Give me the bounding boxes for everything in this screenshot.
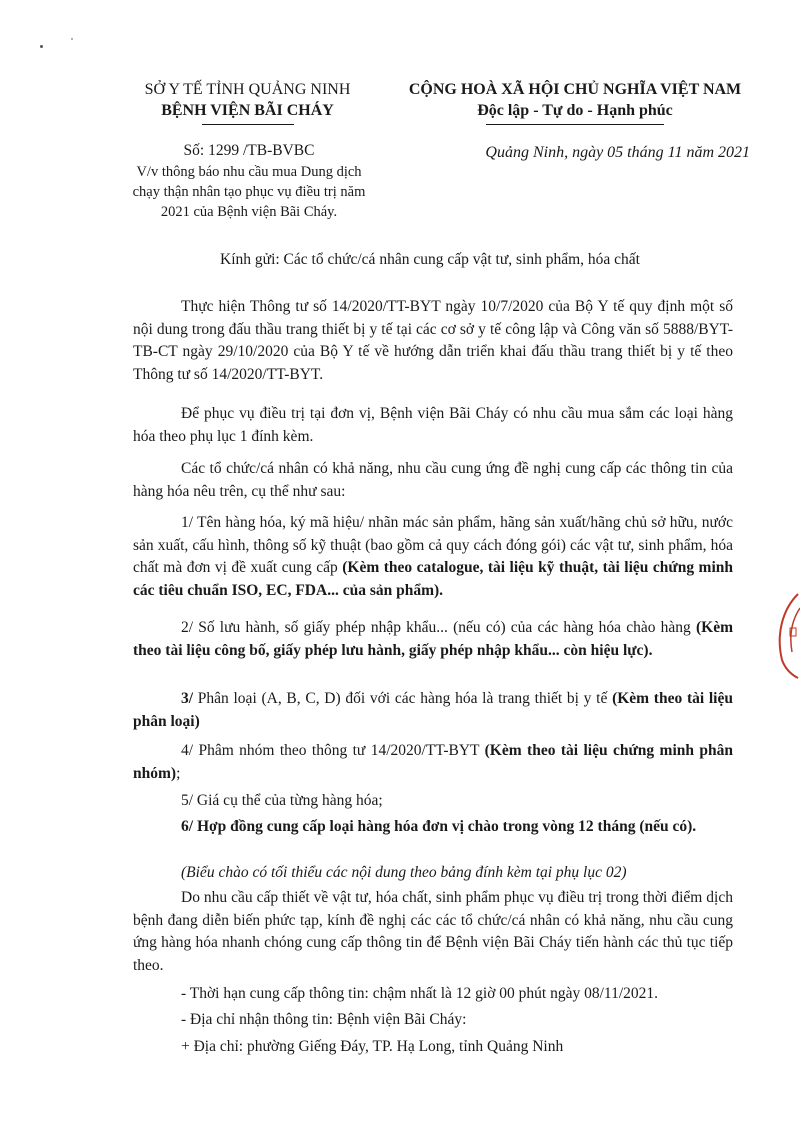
item-1-text: 1/ Tên hàng hóa, ký mã hiệu/ nhãn mác sản phẩm, hãng sản xuất/hãng chủ sở hữu, nước sản xuất, cấu hình, thông số kỹ thuật (bao gồm cả quy cách đóng gói) các vật tư, sinh phẩm, hóa chất mà đơn vị đề xuất cung cấp bbox=[133, 514, 733, 576]
item-1-attachment: (Kèm theo catalogue, tài liệu kỹ thuật, tài liệu chứng minh các tiêu chuẩn ISO, EC, FDA... của sản phẩm). bbox=[133, 559, 734, 599]
quote-note: (Biểu chào có tối thiểu các nội dung theo bảng đính kèm tại phụ lục 02) bbox=[181, 864, 627, 881]
item-6-text: Hợp đồng cung cấp loại hàng hóa đơn vị chào trong vòng 12 tháng (nếu có). bbox=[193, 818, 697, 835]
item-4-tail: ; bbox=[176, 764, 181, 782]
scan-speck bbox=[40, 45, 43, 48]
issuer-block bbox=[130, 79, 365, 125]
stamp-seal-fragment bbox=[770, 590, 800, 680]
paragraph-urgency: Do nhu cầu cấp thiết về vật tư, hóa chất, sinh phẩm phục vụ điều trị trong thời điểm dịch bệnh đang diễn biến phức tạp, kính đề nghị các các tổ chức/cá nhân có khả năng, nhu cầu cung ứng hàng hóa nhanh chóng cung cấp thông tin để Bệnh viện Bãi Cháy tiến hành các thủ tục tiếp theo. bbox=[133, 889, 733, 974]
hospital-name-underline bbox=[202, 124, 294, 125]
item-2-attachment: (Kèm theo tài liệu công bố, giấy phép lưu hành, giấy phép nhập khẩu... còn hiệu lực). bbox=[133, 619, 733, 659]
nation-title: CỘNG HOÀ XÃ HỘI CHỦ NGHĨA VIỆT NAM bbox=[408, 81, 742, 98]
deadline-line: - Thời hạn cung cấp thông tin: chậm nhất là 12 giờ 00 phút ngày 08/11/2021. bbox=[181, 985, 659, 1002]
item-3-text: Phân loại (A, B, C, D) đối với các hàng hóa là trang thiết bị y tế bbox=[193, 690, 613, 707]
item-4-attachment: (Kèm theo tài liệu chứng minh phân nhóm) bbox=[133, 742, 733, 782]
paragraph-request: Các tổ chức/cá nhân có khả năng, nhu cầu cung ứng đề nghị cung cấp các thông tin của hàng hóa nêu trên, cụ thể như sau: bbox=[133, 460, 733, 500]
national-motto-block bbox=[400, 79, 750, 125]
scan-speck bbox=[71, 38, 73, 40]
item-3-number: 3/ bbox=[181, 690, 194, 707]
address-line: + Địa chỉ: phường Giếng Đáy, TP. Hạ Long, tỉnh Quảng Ninh bbox=[181, 1038, 564, 1055]
issue-date: Quảng Ninh, ngày 05 tháng 11 năm 2021 bbox=[485, 144, 750, 161]
subject-line: 2021 của Bệnh viện Bãi Cháy. bbox=[160, 204, 338, 220]
hospital-name: BỆNH VIỆN BÃI CHÁY bbox=[161, 102, 334, 119]
paragraph-purpose: Để phục vụ điều trị tại đơn vị, Bệnh viện Bãi Cháy có nhu cầu mua sắm các loại hàng hóa theo phụ lục 1 đính kèm. bbox=[133, 405, 733, 445]
document-number: Số: 1299 /TB-BVBC bbox=[183, 142, 315, 159]
item-5: 5/ Giá cụ thể của từng hàng hóa; bbox=[181, 792, 383, 809]
item-2-text: 2/ Số lưu hành, số giấy phép nhập khẩu... (nếu có) của các hàng hóa chào hàng bbox=[181, 619, 696, 636]
item-6-number: 6/ bbox=[181, 818, 194, 835]
motto: Độc lập - Tự do - Hạnh phúc bbox=[477, 102, 673, 119]
address-label-line: - Địa chỉ nhận thông tin: Bệnh viện Bãi Cháy: bbox=[181, 1011, 467, 1028]
item-4-text: 4/ Phâm nhóm theo thông tư 14/2020/TT-BYT bbox=[181, 742, 485, 759]
item-1 bbox=[133, 512, 733, 602]
recipient-line: Kính gửi: Các tổ chức/cá nhân cung cấp vật tư, sinh phẩm, hóa chất bbox=[220, 251, 640, 268]
item-6 bbox=[133, 816, 733, 839]
subject-line: V/v thông báo nhu cầu mua Dung dịch bbox=[136, 164, 362, 180]
department-name: SỞ Y TẾ TỈNH QUẢNG NINH bbox=[144, 81, 351, 98]
item-3 bbox=[133, 688, 733, 733]
item-2 bbox=[133, 617, 733, 662]
subject-line: chạy thận nhân tạo phục vụ điều trị năm bbox=[132, 184, 366, 200]
item-3-attachment: (Kèm theo tài liệu phân loại) bbox=[133, 690, 733, 730]
item-4 bbox=[133, 740, 733, 785]
motto-underline bbox=[486, 124, 664, 125]
reference-block bbox=[120, 140, 378, 222]
paragraph-legal-basis: Thực hiện Thông tư số 14/2020/TT-BYT ngày 10/7/2020 của Bộ Y tế quy định một số nội dung trong đấu thầu trang thiết bị y tế tại các cơ sở y tế công lập và Công văn số 5888/BYT-TB-CT ngày 29/10/2020 của Bộ Y tế về hướng dẫn triển khai đấu thầu trang thiết bị y tế theo Thông tư số 14/2020/TT-BYT. bbox=[133, 298, 733, 383]
